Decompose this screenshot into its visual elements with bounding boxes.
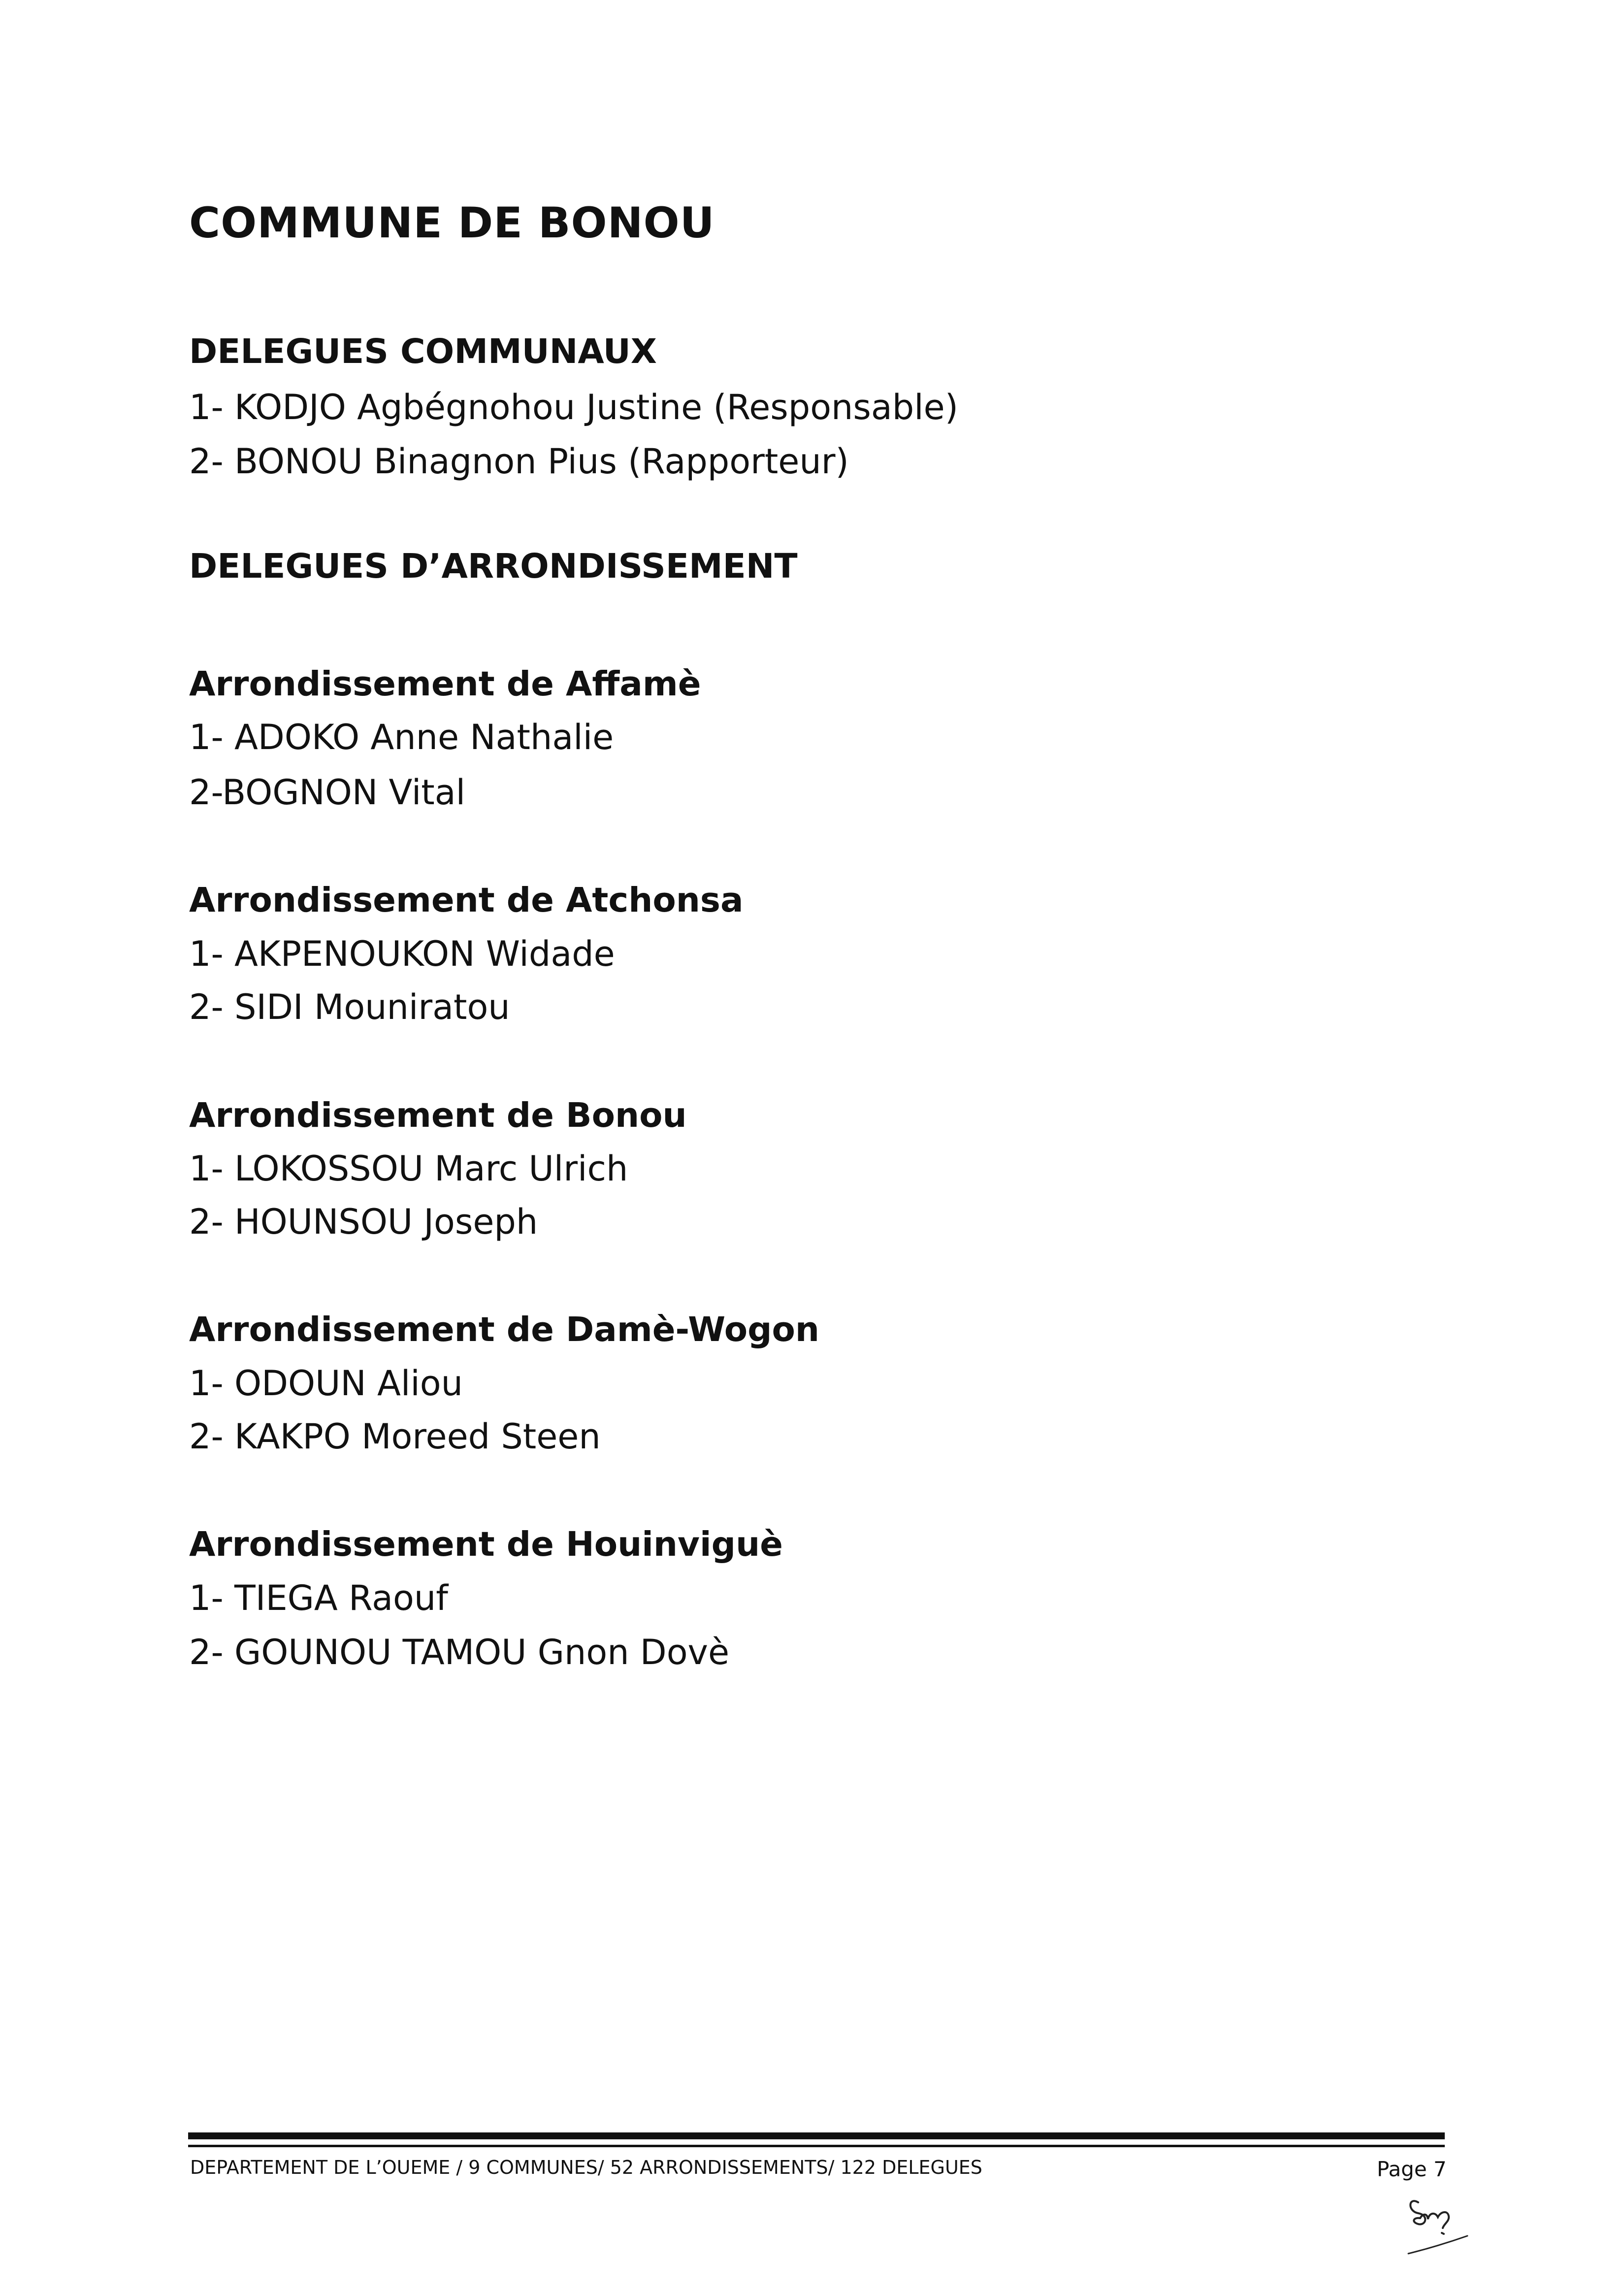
page-title: COMMUNE DE BONOU — [189, 198, 715, 248]
arrondissement-heading: Arrondissement de Affamè — [189, 664, 701, 704]
delegues-communaux-heading: DELEGUES COMMUNAUX — [189, 332, 657, 371]
delegue-communal-item: 2- BONOU Binagnon Pius (Rapporteur) — [189, 441, 849, 482]
arrondissement-delegue: 1- TIEGA Raouf — [189, 1578, 448, 1618]
arrondissement-delegue: 1- ODOUN Aliou — [189, 1363, 463, 1404]
arrondissement-delegue: 2-BOGNON Vital — [189, 772, 466, 813]
arrondissement-delegue: 1- ADOKO Anne Nathalie — [189, 717, 614, 757]
handwritten-initials — [1398, 2192, 1472, 2265]
arrondissement-heading: Arrondissement de Atchonsa — [189, 881, 744, 920]
arrondissement-delegue: 2- GOUNOU TAMOU Gnon Dovè — [189, 1632, 730, 1672]
arrondissement-delegue: 2- KAKPO Moreed Steen — [189, 1416, 601, 1457]
footer-rule-thick — [188, 2132, 1445, 2139]
arrondissement-heading: Arrondissement de Bonou — [189, 1096, 687, 1135]
arrondissement-delegue: 1- LOKOSSOU Marc Ulrich — [189, 1148, 628, 1189]
arrondissement-heading: Arrondissement de Houinviguè — [189, 1525, 783, 1564]
arrondissement-delegue: 2- SIDI Mouniratou — [189, 987, 510, 1027]
delegues-arrondissement-heading: DELEGUES D’ARRONDISSEMENT — [189, 547, 798, 586]
arrondissement-delegue: 2- HOUNSOU Joseph — [189, 1202, 538, 1242]
arrondissement-delegue: 1- AKPENOUKON Widade — [189, 934, 615, 974]
delegue-communal-item: 1- KODJO Agbégnohou Justine (Responsable) — [189, 387, 959, 427]
arrondissement-heading: Arrondissement de Damè-Wogon — [189, 1310, 820, 1349]
footer-page-number: Page 7 — [1377, 2157, 1447, 2181]
footer-text: DEPARTEMENT DE L’OUEME / 9 COMMUNES/ 52 ARRONDISSEMENTS/ 122 DELEGUES — [190, 2157, 982, 2178]
footer-rule-thin — [188, 2145, 1445, 2147]
